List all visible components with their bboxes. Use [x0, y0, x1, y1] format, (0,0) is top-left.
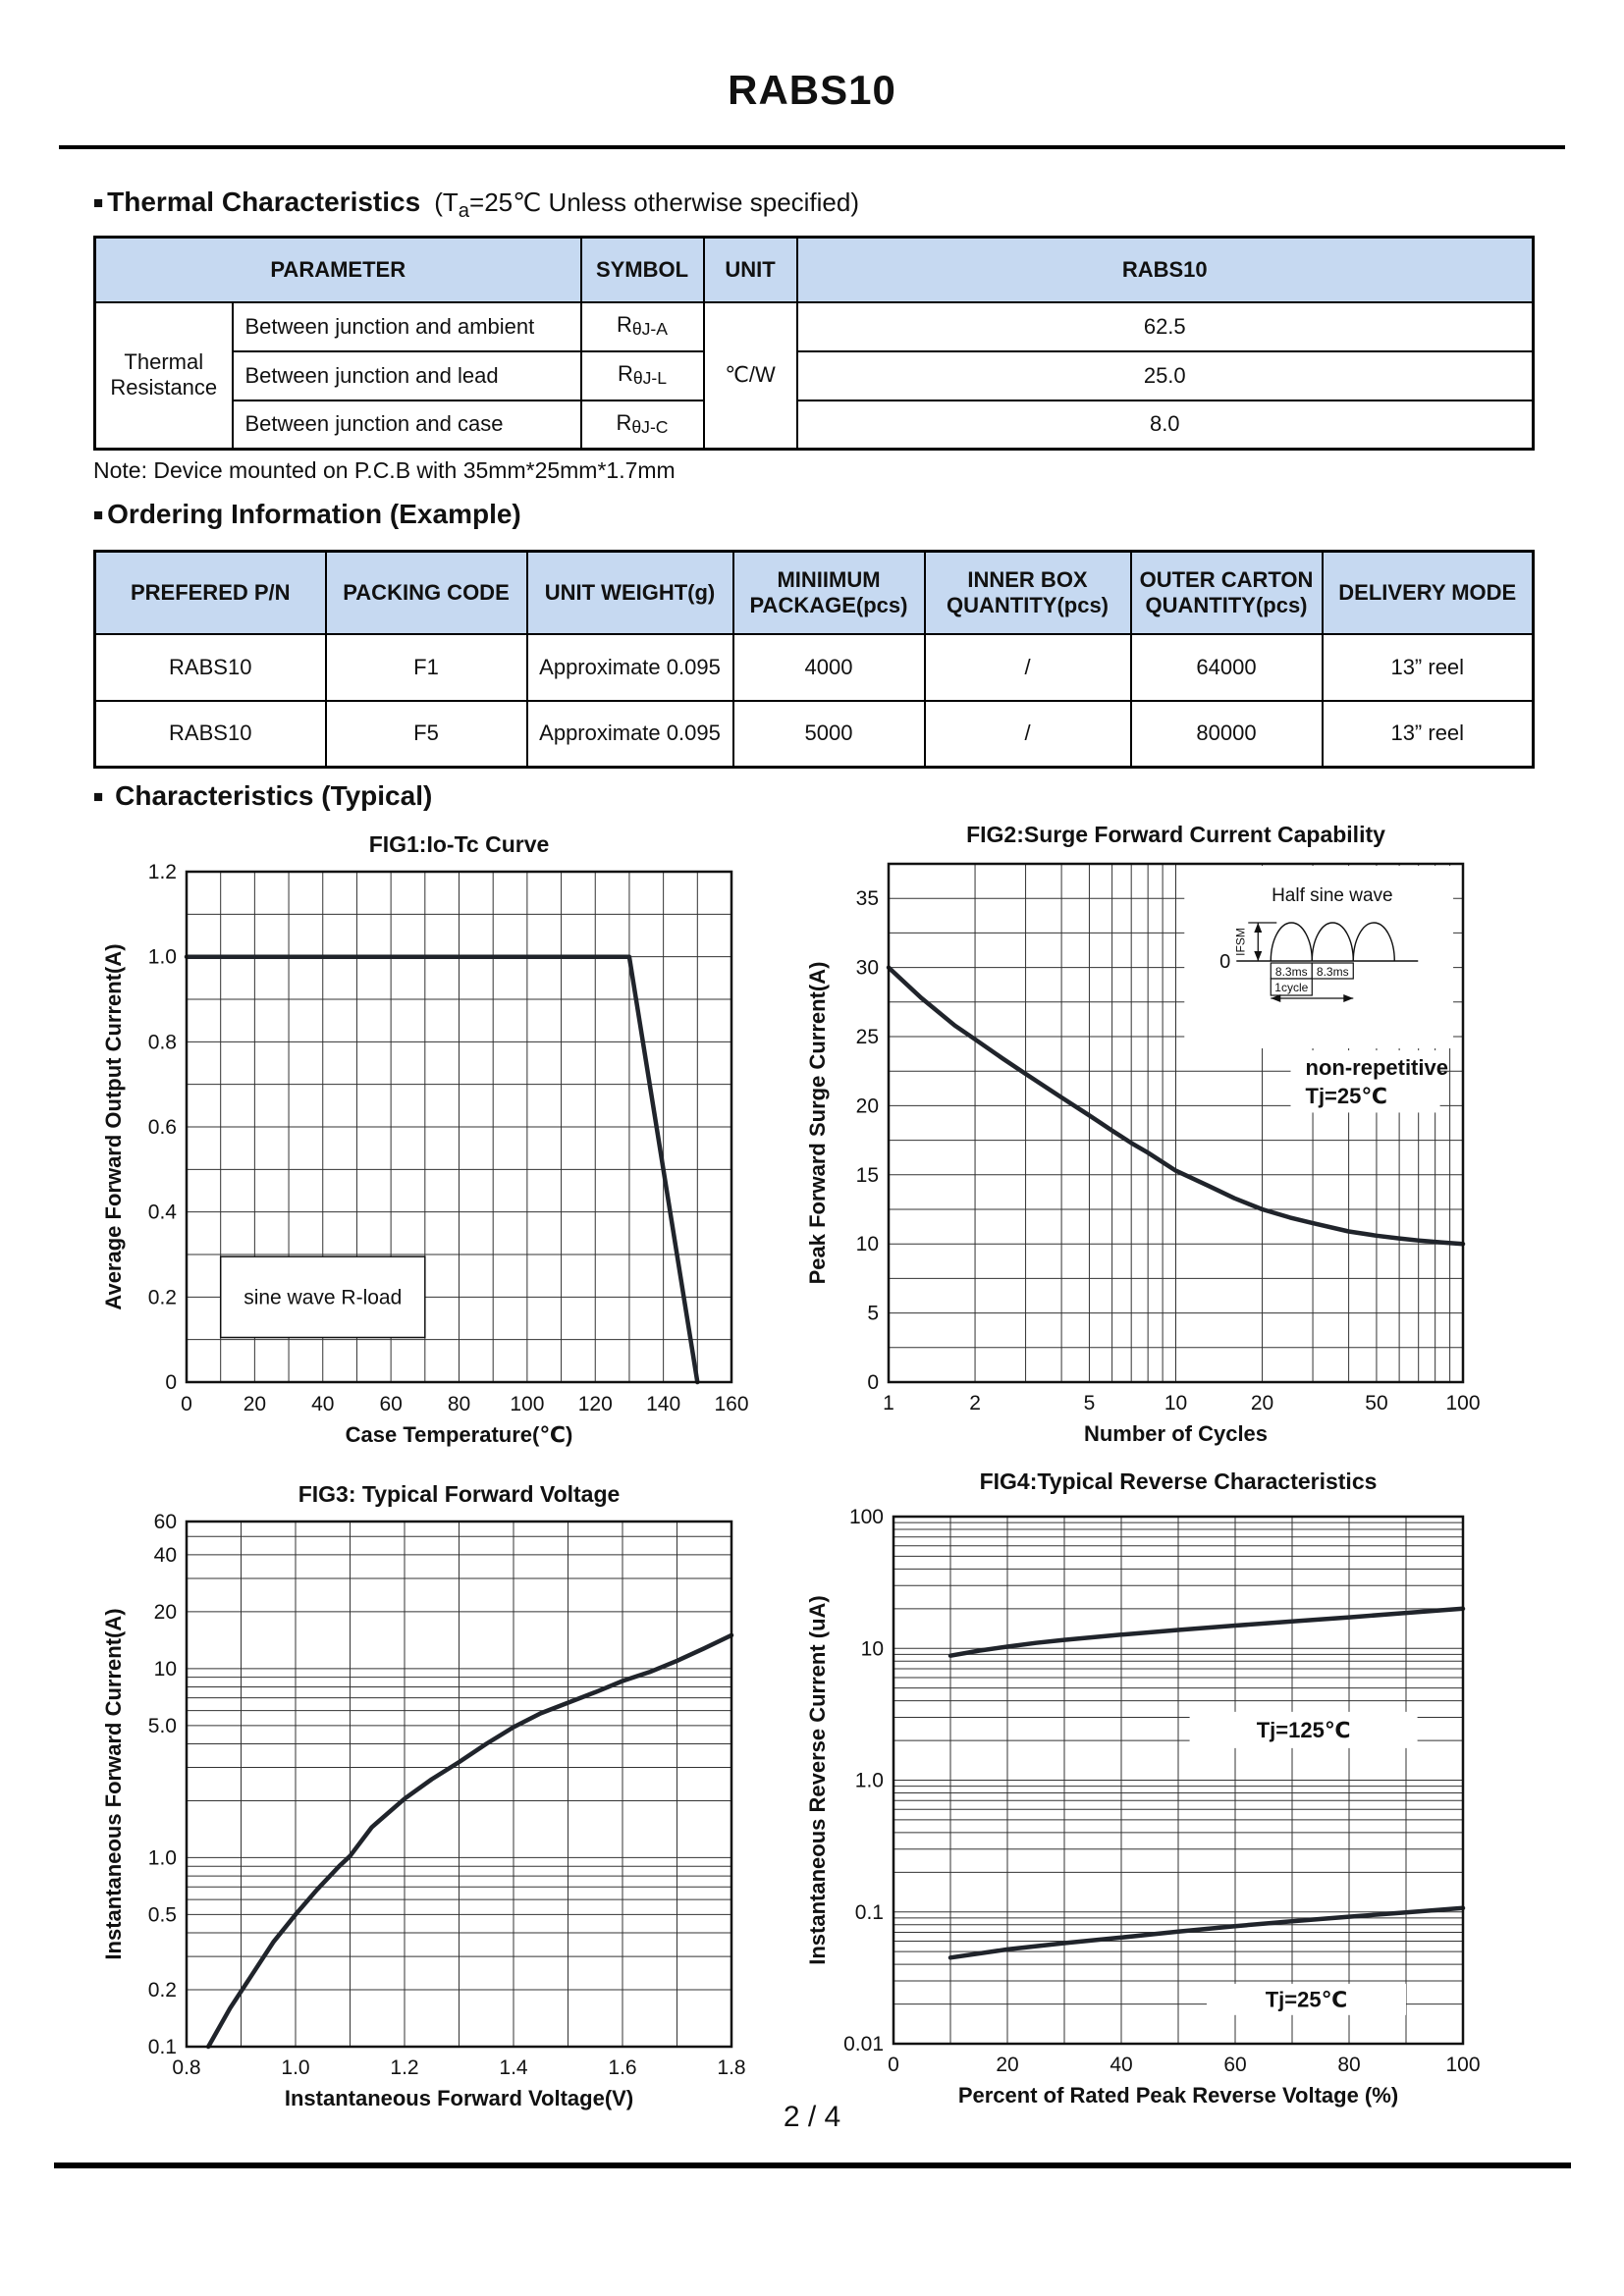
svg-text:50: 50: [1365, 1392, 1388, 1415]
svg-text:10: 10: [1164, 1392, 1188, 1415]
svg-text:0.1: 0.1: [147, 2036, 177, 2058]
col-packing-code: PACKING CODE: [326, 552, 527, 634]
ordering-information-table: [93, 550, 1535, 769]
ordering-header-row: [95, 552, 1534, 634]
fig2-surge-current-chart: [805, 813, 1532, 1466]
svg-text:0: 0: [165, 1371, 177, 1394]
svg-text:Tj=25℃: Tj=25℃: [1305, 1083, 1388, 1108]
svg-text:1.8: 1.8: [717, 2056, 746, 2079]
col-parameter: PARAMETER: [95, 238, 581, 302]
svg-text:1.2: 1.2: [147, 861, 177, 883]
col-prefered-pn: PREFERED P/N: [95, 552, 326, 634]
col-unit-weight: UNIT WEIGHT(g): [527, 552, 733, 634]
svg-text:100: 100: [1445, 2054, 1481, 2076]
fig4-reverse-characteristics-chart: [805, 1459, 1532, 2124]
svg-text:IFSM: IFSM: [1233, 928, 1248, 956]
cell-pn: RABS10: [95, 701, 326, 768]
svg-text:0.4: 0.4: [147, 1201, 177, 1224]
svg-text:10: 10: [855, 1233, 879, 1256]
cell-inner-box: /: [925, 701, 1131, 768]
thermal-param: Between junction and lead: [233, 351, 581, 400]
table-row: [95, 302, 1534, 351]
cell-outer-carton: 64000: [1131, 634, 1323, 701]
svg-text:FIG2:Surge Forward Current Cap: FIG2:Surge Forward Current Capability: [966, 822, 1385, 847]
svg-text:5: 5: [1083, 1392, 1096, 1415]
svg-text:25: 25: [855, 1026, 879, 1048]
svg-text:Half sine wave: Half sine wave: [1272, 885, 1393, 906]
svg-text:Case Temperature(℃): Case Temperature(℃): [345, 1422, 573, 1447]
svg-text:1.0: 1.0: [147, 1846, 177, 1870]
col-symbol: SYMBOL: [581, 238, 704, 302]
svg-text:1.0: 1.0: [281, 2056, 310, 2079]
svg-text:40: 40: [153, 1543, 177, 1567]
col-part: RABS10: [797, 238, 1534, 302]
bullet-icon: ■: [93, 505, 104, 524]
svg-text:Percent of Rated Peak Reverse: Percent of Rated Peak Reverse Voltage (%): [957, 2083, 1399, 2108]
col-unit: UNIT: [704, 238, 797, 302]
cell-delivery: 13” reel: [1323, 701, 1534, 768]
svg-text:0.1: 0.1: [854, 1900, 884, 1924]
svg-text:1.0: 1.0: [147, 945, 177, 969]
svg-text:FIG1:Io-Tc Curve: FIG1:Io-Tc Curve: [368, 831, 550, 857]
col-inner-box: INNER BOX QUANTITY(pcs): [925, 552, 1131, 634]
svg-text:20: 20: [243, 1393, 267, 1415]
cell-outer-carton: 80000: [1131, 701, 1323, 768]
thermal-symbol: $R_{\theta J-L}$: [581, 351, 704, 400]
thermal-param: Between junction and ambient: [233, 302, 581, 351]
svg-text:15: 15: [855, 1163, 879, 1187]
table-row: [95, 400, 1534, 450]
svg-text:80: 80: [447, 1393, 471, 1415]
cell-weight: Approximate 0.095: [527, 634, 733, 701]
svg-text:0.2: 0.2: [147, 1979, 177, 2002]
svg-text:5: 5: [867, 1302, 879, 1325]
table-row: [95, 351, 1534, 400]
fig3-svg: [64, 1469, 790, 2125]
svg-text:20: 20: [855, 1095, 879, 1118]
svg-text:1.0: 1.0: [854, 1769, 884, 1792]
svg-text:140: 140: [646, 1393, 681, 1415]
page-title: RABS10: [728, 67, 896, 113]
svg-text:8.3ms: 8.3ms: [1274, 965, 1308, 979]
svg-text:0.8: 0.8: [172, 2056, 201, 2079]
svg-text:0.6: 0.6: [147, 1116, 177, 1139]
thermal-characteristics-table: [93, 236, 1535, 451]
thermal-value: 8.0: [797, 400, 1534, 450]
svg-text:10: 10: [860, 1637, 884, 1661]
cell-weight: Approximate 0.095: [527, 701, 733, 768]
svg-text:Instantaneous Forward Voltage(: Instantaneous Forward Voltage(V): [284, 2086, 634, 2110]
svg-text:Number of Cycles: Number of Cycles: [1083, 1421, 1269, 1446]
svg-text:0: 0: [1219, 951, 1231, 973]
fig3-forward-voltage-chart: [64, 1469, 790, 2125]
bullet-icon: ■: [93, 192, 104, 212]
svg-text:8.3ms: 8.3ms: [1316, 965, 1349, 979]
svg-text:30: 30: [855, 956, 879, 980]
col-minimum-package: MINIIMUM PACKAGE(pcs): [733, 552, 925, 634]
fig1-svg: [64, 820, 790, 1472]
thermal-group-label: Thermal Resistance: [95, 302, 233, 450]
svg-text:1.2: 1.2: [390, 2056, 419, 2079]
table-row: [95, 701, 1534, 768]
fig2-svg: [805, 813, 1532, 1466]
svg-text:1.4: 1.4: [499, 2056, 528, 2079]
cell-packing: F5: [326, 701, 527, 768]
svg-text:0: 0: [888, 2054, 899, 2076]
svg-text:1.6: 1.6: [608, 2056, 637, 2079]
svg-text:0.2: 0.2: [147, 1286, 177, 1309]
cell-min-package: 5000: [733, 701, 925, 768]
thermal-param: Between junction and case: [233, 400, 581, 450]
page-number: 2 / 4: [783, 2101, 841, 2133]
svg-text:Average Forward Output Current: Average Forward Output Current(A): [101, 943, 126, 1310]
svg-text:100: 100: [1445, 1392, 1481, 1415]
thermal-heading-text: Thermal Characteristics: [107, 187, 421, 217]
cell-inner-box: /: [925, 634, 1131, 701]
svg-text:40: 40: [311, 1393, 335, 1415]
svg-text:1: 1: [883, 1392, 894, 1415]
characteristics-heading-text: Characteristics (Typical): [115, 780, 433, 811]
svg-text:120: 120: [577, 1393, 613, 1415]
footer-divider: [54, 2163, 1571, 2168]
thermal-section-heading: [93, 187, 859, 223]
svg-text:Tj=125℃: Tj=125℃: [1256, 1718, 1351, 1743]
svg-text:0: 0: [181, 1393, 192, 1415]
thermal-value: 25.0: [797, 351, 1534, 400]
svg-text:160: 160: [714, 1393, 749, 1415]
thermal-value: 62.5: [797, 302, 1534, 351]
svg-text:Peak Forward Surge Current(A): Peak Forward Surge Current(A): [805, 961, 830, 1285]
title-divider: [59, 145, 1565, 149]
mounting-note: Note: Device mounted on P.C.B with 35mm*25mm*1.7mm: [93, 457, 676, 483]
ordering-heading-text: Ordering Information (Example): [107, 499, 521, 529]
cell-pn: RABS10: [95, 634, 326, 701]
svg-text:80: 80: [1337, 2054, 1361, 2076]
svg-text:100: 100: [510, 1393, 545, 1415]
svg-text:Tj=25℃: Tj=25℃: [1265, 1987, 1348, 2012]
thermal-symbol: $R_{\theta J-C}$: [581, 400, 704, 450]
ordering-section-heading: [93, 499, 521, 530]
characteristics-section-heading: [93, 780, 432, 812]
col-delivery-mode: DELIVERY MODE: [1323, 552, 1534, 634]
thermal-symbol: $R_{\theta J-A}$: [581, 302, 704, 351]
svg-text:sine wave R-load: sine wave R-load: [244, 1286, 403, 1309]
svg-text:FIG3: Typical Forward Voltage: FIG3: Typical Forward Voltage: [298, 1481, 621, 1507]
bullet-icon: ■: [93, 786, 104, 806]
svg-text:100: 100: [848, 1506, 884, 1528]
svg-text:0.01: 0.01: [843, 2033, 884, 2056]
svg-text:FIG4:Typical Reverse Character: FIG4:Typical Reverse Characteristics: [979, 1468, 1378, 1494]
svg-text:Instantaneous Reverse Current: Instantaneous Reverse Current (uA): [805, 1595, 830, 1965]
svg-text:2: 2: [969, 1392, 981, 1415]
svg-text:60: 60: [153, 1511, 177, 1533]
svg-text:0.8: 0.8: [147, 1031, 177, 1054]
svg-text:10: 10: [153, 1657, 177, 1681]
thermal-condition: ($T_a=25℃$ Unless otherwise specified): [434, 187, 860, 223]
svg-text:Instantaneous Forward Current(: Instantaneous Forward Current(A): [101, 1608, 126, 1960]
thermal-unit: ℃/W: [704, 302, 797, 450]
fig4-svg: [805, 1459, 1532, 2124]
thermal-header-row: [95, 238, 1534, 302]
svg-text:20: 20: [1250, 1392, 1274, 1415]
table-row: [95, 634, 1534, 701]
col-outer-carton: OUTER CARTON QUANTITY(pcs): [1131, 552, 1323, 634]
svg-text:0: 0: [867, 1371, 879, 1394]
cell-delivery: 13” reel: [1323, 634, 1534, 701]
svg-text:non-repetitive: non-repetitive: [1305, 1054, 1448, 1080]
svg-text:20: 20: [153, 1600, 177, 1624]
svg-text:5.0: 5.0: [147, 1714, 177, 1737]
svg-text:35: 35: [855, 887, 879, 911]
svg-text:0.5: 0.5: [147, 1903, 177, 1927]
svg-text:60: 60: [379, 1393, 403, 1415]
svg-text:1cycle: 1cycle: [1274, 981, 1309, 994]
cell-min-package: 4000: [733, 634, 925, 701]
fig1-io-tc-chart: [64, 820, 790, 1472]
cell-packing: F1: [326, 634, 527, 701]
svg-text:40: 40: [1110, 2054, 1133, 2076]
svg-text:20: 20: [996, 2054, 1019, 2076]
svg-text:60: 60: [1223, 2054, 1247, 2076]
